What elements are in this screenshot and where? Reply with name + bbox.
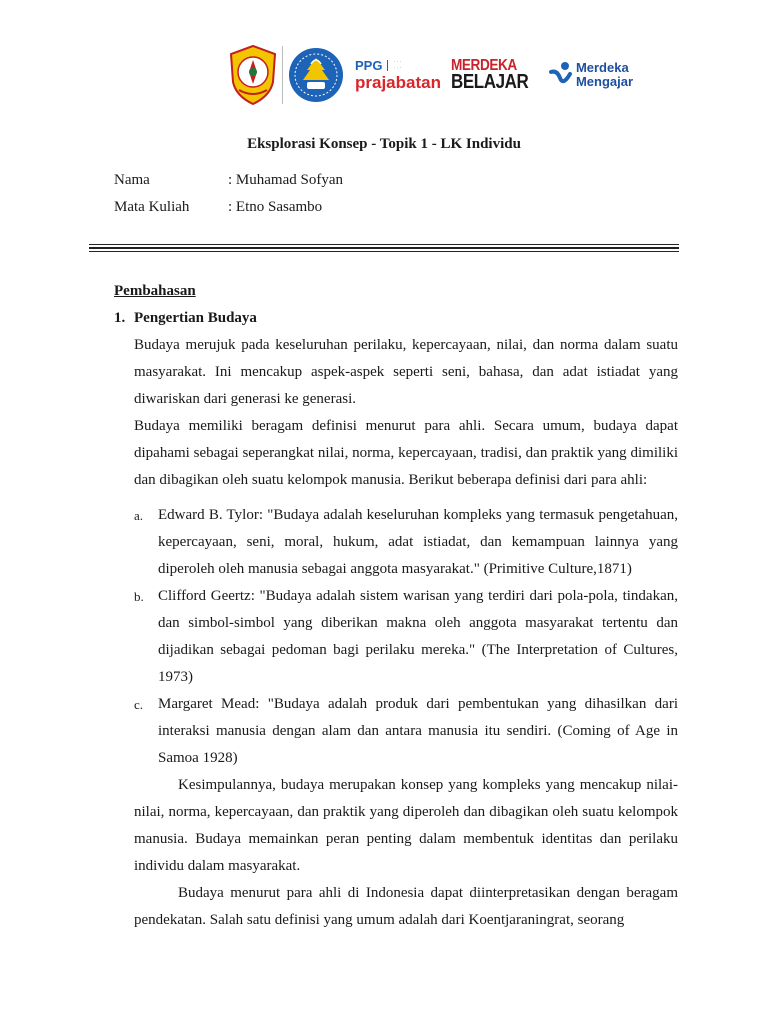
field-value: : Etno Sasambo bbox=[228, 199, 323, 215]
definition-list bbox=[114, 502, 678, 772]
list-item-text: Margaret Mead: "Budaya adalah produk dari pembentukan yang dihasilkan dari interaksi manusia dengan alam dan antara manusia itu sendiri. (Coming of Age in Samoa 1928) bbox=[158, 696, 678, 766]
subsection-title: Pengertian Budaya bbox=[134, 310, 257, 326]
paragraph: Budaya memiliki beragam definisi menurut para ahli. Secara umum, budaya dapat dipahami sebagai seperangkat nilai, norma, kepercayaan, tradisi, dan praktik yang dimiliki dan dibagikan oleh suatu kelompok manusia. Berikut beberapa definisi dari para ahli: bbox=[134, 418, 678, 488]
merdeka-belajar-top: MERDEKA bbox=[450, 56, 517, 74]
paragraph: Kesimpulannya, budaya merupakan konsep yang kompleks yang mencakup nilai- nilai, norma, kepercayaan, dan praktik yang diperoleh dan dibagikan oleh suatu kelompok manusia. Budaya memainkan peran penting dalam membentuk identitas dan perilaku individu dalam masyarakat. bbox=[134, 777, 678, 874]
logo-divider bbox=[282, 46, 283, 104]
list-marker: b. bbox=[134, 589, 144, 604]
document-body bbox=[114, 278, 678, 934]
subsection-heading bbox=[114, 305, 678, 332]
merdeka-mengajar-icon bbox=[548, 60, 574, 90]
merdeka-belajar-bottom: BELAJAR bbox=[450, 71, 529, 94]
document-title: Eksplorasi Konsep - Topik 1 - LK Individu bbox=[247, 136, 521, 152]
list-item bbox=[114, 583, 678, 691]
paragraph: Budaya merujuk pada keseluruhan perilaku, kepercayaan, nilai, dan norma dalam suatu masyarakat. Ini mencakup aspek-aspek seperti seni, bahasa, dan adat istiadat yang diwariskan dari generasi ke generasi. bbox=[134, 337, 678, 407]
ppg-label: PPG bbox=[355, 58, 383, 73]
merdeka-mengajar-bottom: Mengajar bbox=[575, 74, 634, 89]
university-seal-icon bbox=[228, 44, 278, 106]
ppg-prajabatan-logo: PPG · · · · · · prajabatan bbox=[355, 58, 441, 92]
list-item-text: Clifford Geertz: "Budaya adalah sistem warisan yang terdiri dari pola-pola, tindakan, dan simbol-simbol yang diberikan makna oleh anggota masyarakat tertentu dan dijadikan sebagai pedoman bagi perilaku mereka." (The Interpretation of Cultures, 1973) bbox=[158, 588, 678, 685]
field-label: Nama bbox=[114, 172, 150, 188]
section-heading: Pembahasan bbox=[114, 283, 196, 299]
paragraph: Budaya menurut para ahli di Indonesia dapat diinterpretasikan dengan beragam pendekatan. Salah satu definisi yang umum adalah dari Koentjaraningrat, seorang bbox=[134, 885, 678, 928]
header-logos bbox=[228, 42, 633, 108]
merdeka-belajar-logo bbox=[451, 58, 542, 92]
merdeka-mengajar-top: Merdeka bbox=[575, 60, 629, 76]
subsection-number: 1. bbox=[114, 310, 126, 326]
prajabatan-label: prajabatan bbox=[355, 73, 441, 92]
list-marker: a. bbox=[134, 508, 144, 523]
header-divider bbox=[89, 244, 679, 252]
field-label: Mata Kuliah bbox=[114, 199, 190, 215]
list-item bbox=[114, 691, 678, 772]
tut-wuri-handayani-icon bbox=[287, 46, 345, 104]
list-marker: c. bbox=[134, 697, 144, 712]
merdeka-mengajar-logo bbox=[548, 60, 633, 90]
list-item bbox=[114, 502, 678, 583]
field-value: : Muhamad Sofyan bbox=[228, 172, 343, 188]
list-item-text: Edward B. Tylor: "Budaya adalah keseluruhan kompleks yang termasuk pengetahuan, kepercayaan, seni, moral, hukum, adat istiadat, dan kemampuan lainnya yang diperoleh oleh manusia sebagai anggota masyarakat." (Primitive Culture,1871) bbox=[158, 507, 678, 577]
